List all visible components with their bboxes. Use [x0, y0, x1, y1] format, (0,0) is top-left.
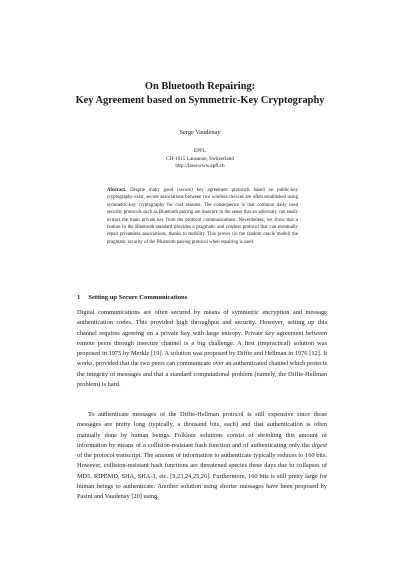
body-paragraph-1: Digital communications are often secured by means of symmetric encryption and message authentication codes. This provided high throughput and security. However, setting up this channel requires agreeing on a private key with large entropy. Private key agreement between remote peers through insecure channel is a big challenge. A first (impractical) solution was proposed in 1975 by Merkle [19]. A solution was proposed by Diffie and Hellman in 1976 [12]. It works, provided that the two peers can communicate over an authenticated channel which protects the integrity of messages and that a standard computational problem (namely, the Diffie-Hellman problem) is hard.	[77, 309, 327, 388]
paragraph-2-emphasis: digest	[311, 441, 327, 449]
paper-title-line1: On Bluetooth Repairing:	[144, 81, 256, 92]
abstract	[107, 187, 298, 246]
abstract-label: Abstract.	[107, 188, 127, 193]
paragraph-2-text-a: To authenticate messages of the Diffie-Hellman protocol is still expensive since those messages are pretty long (typically, a thousand bits, each) and that authentication is often manually done by human beings. Folklore solutions consist of shrinking this amount of information by means of a collision-resistant hash function and of authenticating only the	[77, 411, 327, 449]
author-affiliation	[0, 148, 400, 171]
affiliation-url: http://lasecwww.epfl.ch	[175, 163, 225, 170]
section-title: Setting up Secure Communications	[88, 294, 188, 301]
body-paragraph-2	[77, 410, 327, 502]
paper-title-line2: Key Agreement based on Symmetric-Key Cryptography	[75, 95, 325, 106]
paragraph-2-text-b: of the protocol transcript. The amount of information to authenticate typically reduces to 160 bits. However, collision-resistant hash functions are threatened species these days due to collapses of MD5, RIPEMD, SHA, SHA-1, etc. [9,23,24,25,26]. Furthermore, 160 bits is still pretty large for human beings to authenticate. Another solution using shorter messages have been proposed by Pasini and Vaudenay [20] using	[77, 452, 327, 500]
affiliation-address: CH-1015 Lausanne, Switzerland	[166, 155, 234, 162]
author-name: Serge Vaudenay	[179, 129, 221, 136]
abstract-text: Despite many good (secure) key agreement protocols based on public-key cryptography exist, secure associations between two wireless devices are often established using symmetric-key cryptography for cost reasons. The consequence is that common daily used security protocols such as Bluetooth pairing are insecure in the sense that an adversary can easily extract the main private key from the protocol communications. Nevertheless, we show that a feature in the Bluetooth standard provides a pragmatic and costless protocol that can eventually repair privateless associations, thanks to mobility. This proves (in the random oracle model) the pragmatic security of the Bluetooth pairing protocol when repairing is used.	[107, 188, 299, 245]
affiliation-institution: EPFL	[193, 148, 207, 154]
section-number: 1	[77, 294, 81, 301]
section-heading	[77, 294, 187, 301]
